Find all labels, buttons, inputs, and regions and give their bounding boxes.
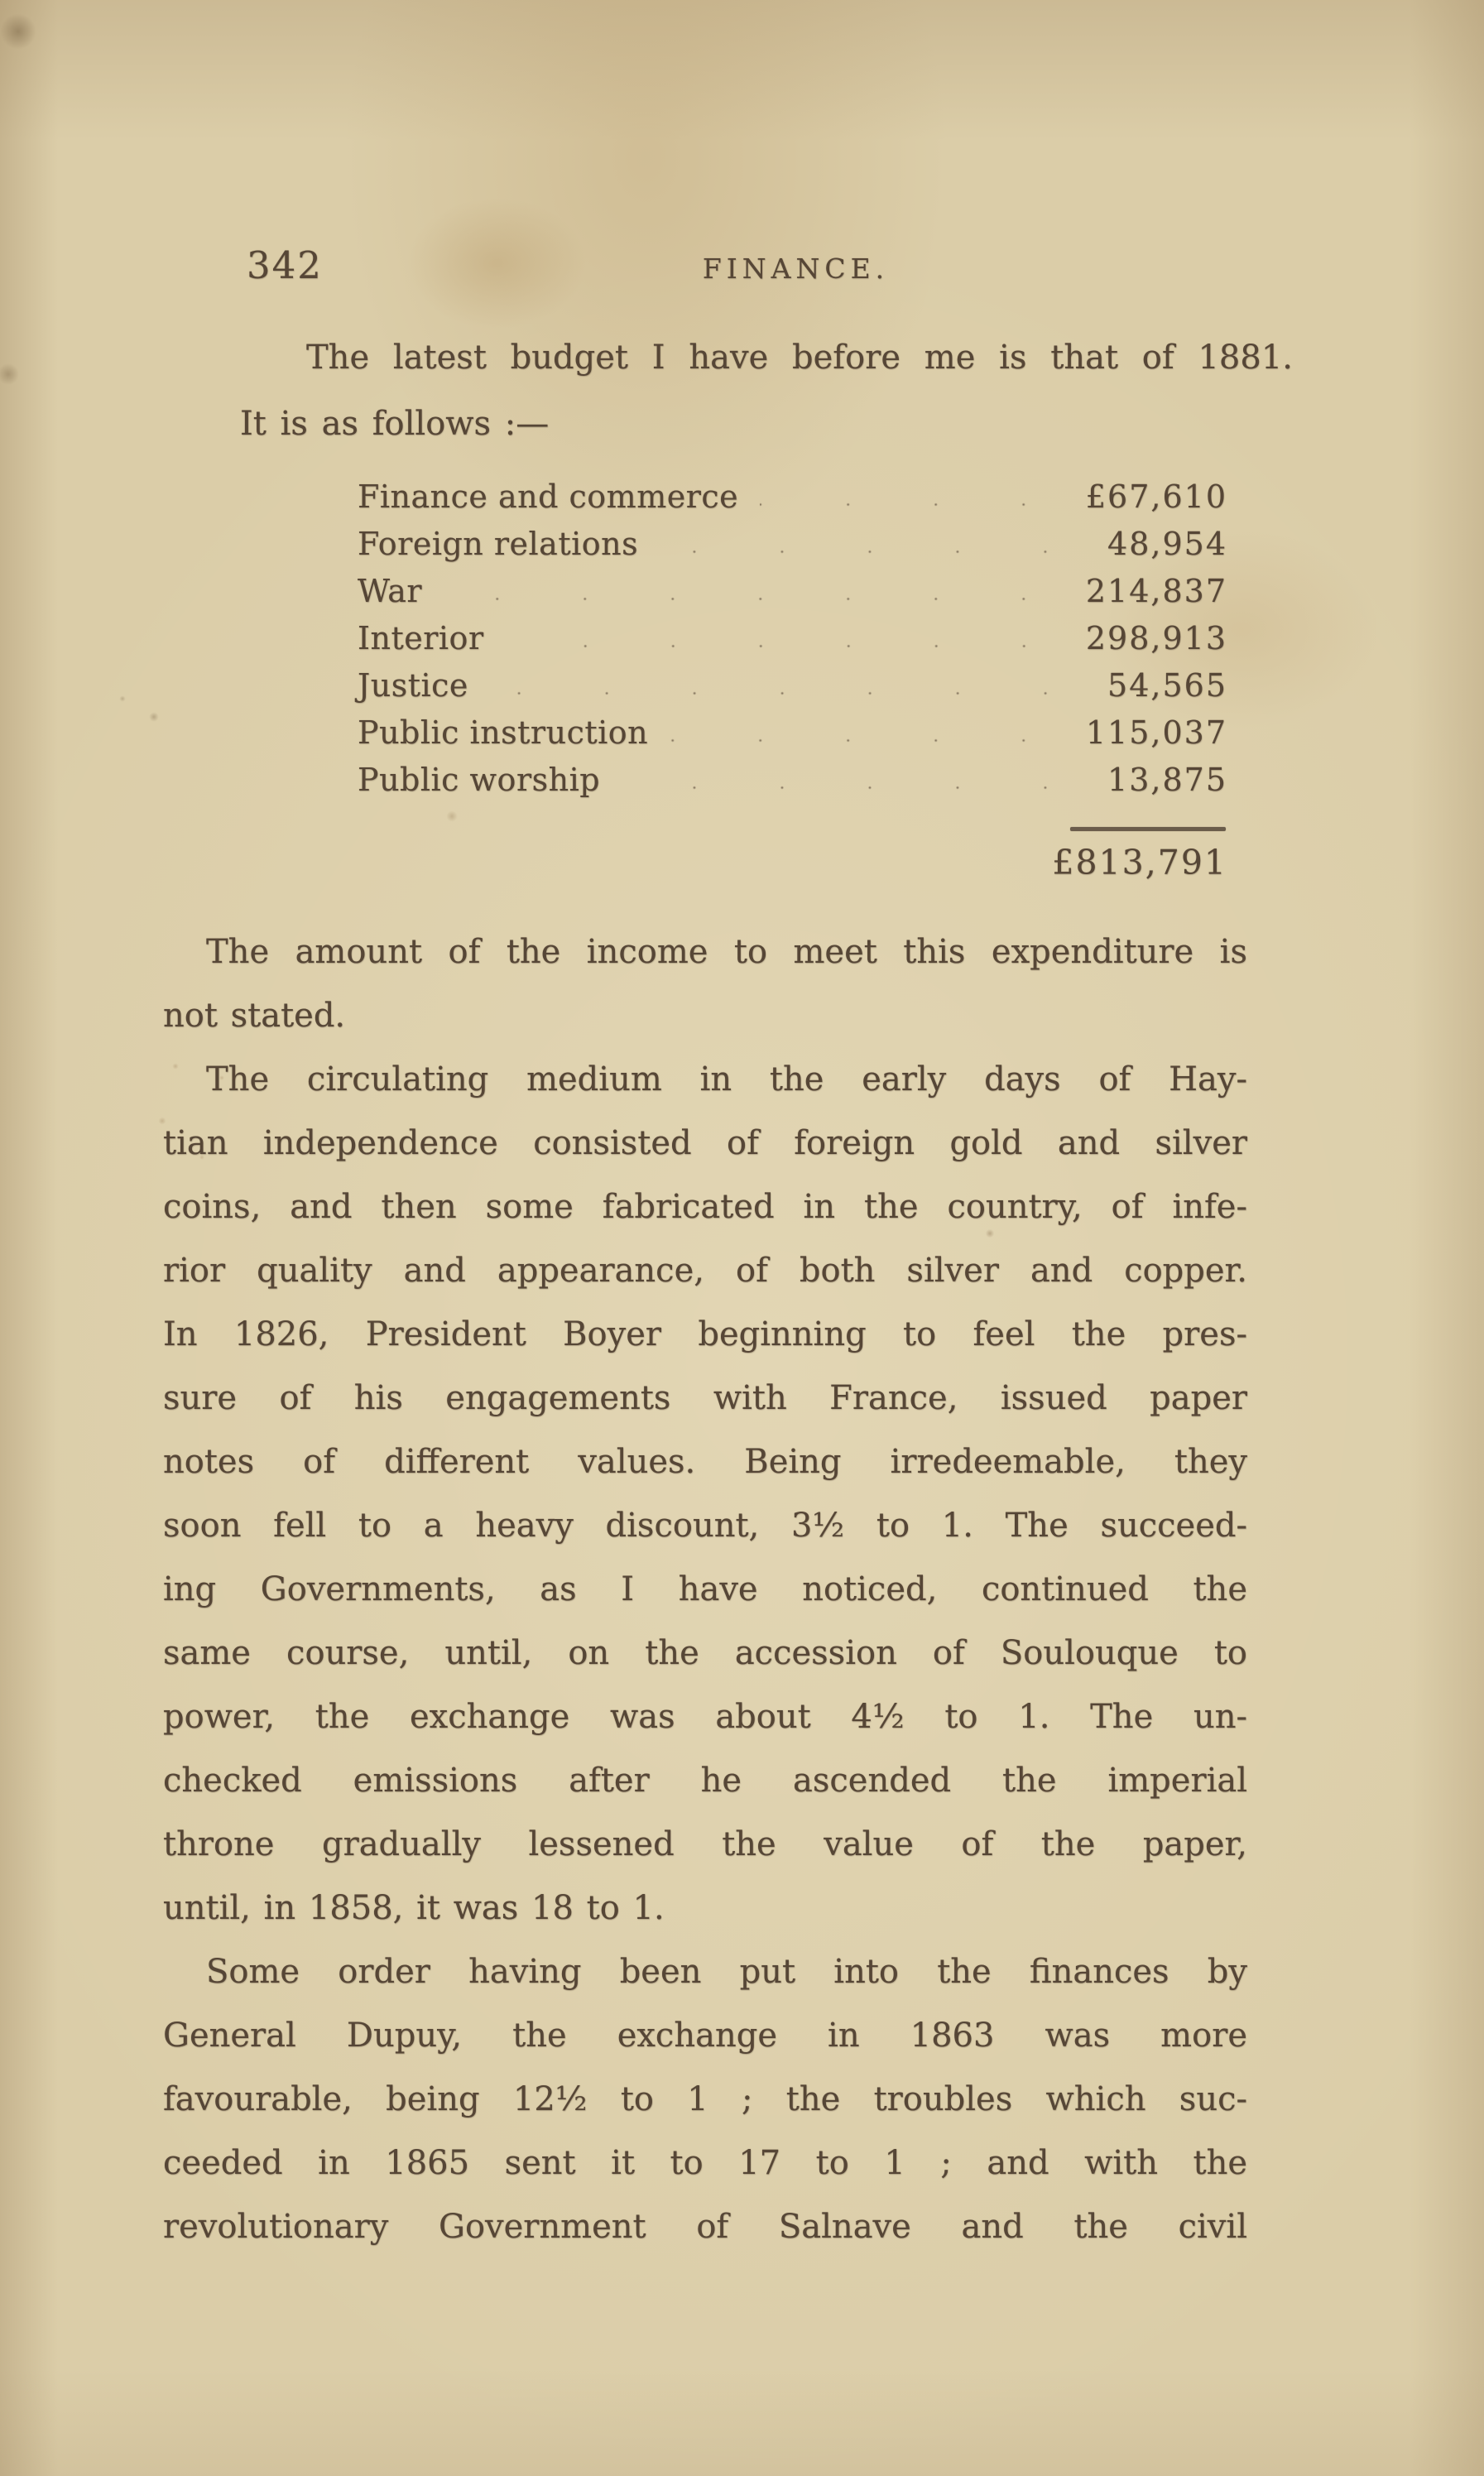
table-row [358,615,1227,662]
row-amount: 298,913 [1085,620,1227,656]
text-line: until, in 1858, it was 18 to 1. [163,1889,665,1927]
body-paragraph [163,921,1247,1048]
row-label: Justice [358,667,468,704]
text-line: not stated. [163,997,346,1035]
leader-dots [622,785,1089,791]
budget-table [358,474,1227,887]
text-line: The circulating medium in the early days of Hay- [206,1060,1247,1099]
budget-total [358,838,1227,887]
text-line: checked emissions after he ascended the imperial [163,1762,1247,1800]
text-line: power, the exchange was about 4½ to 1. The un- [163,1698,1247,1736]
body-text [163,921,1247,2259]
row-amount: 115,037 [1085,714,1227,751]
text-line: sure of his engagements with France, issued paper [163,1379,1247,1417]
sum-rule [1070,827,1226,831]
text-line: In 1826, President Boyer beginning to feel the pres- [163,1315,1247,1353]
body-paragraph [163,1048,1247,1940]
text-line: rior quality and appearance, of both silver and copper. [163,1252,1247,1290]
row-label: Public instruction [358,714,649,751]
text-line: throne gradually lessened the value of the paper, [163,1825,1247,1863]
table-row [358,474,1227,521]
row-label: Public worship [358,762,601,798]
leader-dots [490,690,1089,696]
row-label: Foreign relations [358,526,639,562]
table-row [358,709,1227,757]
running-head: FINANCE. [702,252,890,285]
table-row [358,757,1227,804]
text-line: ing Governments, as I have noticed, continued the [163,1570,1247,1608]
table-row [358,568,1227,615]
leader-dots [506,643,1068,649]
budget-total-amount: £813,791 [1052,843,1227,882]
table-row [358,521,1227,568]
text-line: coins, and then some fabricated in the country, of infe- [163,1188,1247,1226]
intro-paragraph [240,325,1293,457]
page-number: 342 [247,243,323,287]
leader-dots [670,738,1068,743]
text-line: It is as follows :— [240,405,550,443]
budget-table-rows [358,474,1227,804]
row-amount: 48,954 [1107,526,1227,562]
text-line: General Dupuy, the exchange in 1863 was more [163,2017,1247,2055]
row-label: War [358,573,423,609]
text-line: revolutionary Government of Salnave and the civil [163,2208,1247,2246]
text-line: Some order having been put into the finances by [206,1953,1247,1991]
row-amount: 54,565 [1107,667,1227,704]
leader-dots [660,549,1089,555]
row-amount: 214,837 [1085,573,1227,609]
row-label: Interior [358,620,484,656]
table-row [358,662,1227,709]
text-line: favourable, being 12½ to 1 ; the troubles which suc- [163,2080,1247,2118]
leader-dots [444,596,1068,602]
text-line: tian independence consisted of foreign gold and silver [163,1124,1247,1162]
body-paragraph [163,1940,1247,2259]
text-line: The amount of the income to meet this expenditure is [206,933,1247,971]
text-line: notes of different values. Being irredeemable, they [163,1443,1247,1481]
row-amount: 13,875 [1107,762,1227,798]
text-line: The latest budget I have before me is that of 1881. [306,339,1293,377]
leader-dots [760,502,1068,507]
text-line: soon fell to a heavy discount, 3½ to 1. The succeed- [163,1507,1247,1545]
row-label: Finance and commerce [358,478,739,515]
text-line: ceeded in 1865 sent it to 17 to 1 ; and with the [163,2144,1247,2182]
row-amount: £67,610 [1085,478,1227,515]
text-line: same course, until, on the accession of Soulouque to [163,1634,1247,1672]
